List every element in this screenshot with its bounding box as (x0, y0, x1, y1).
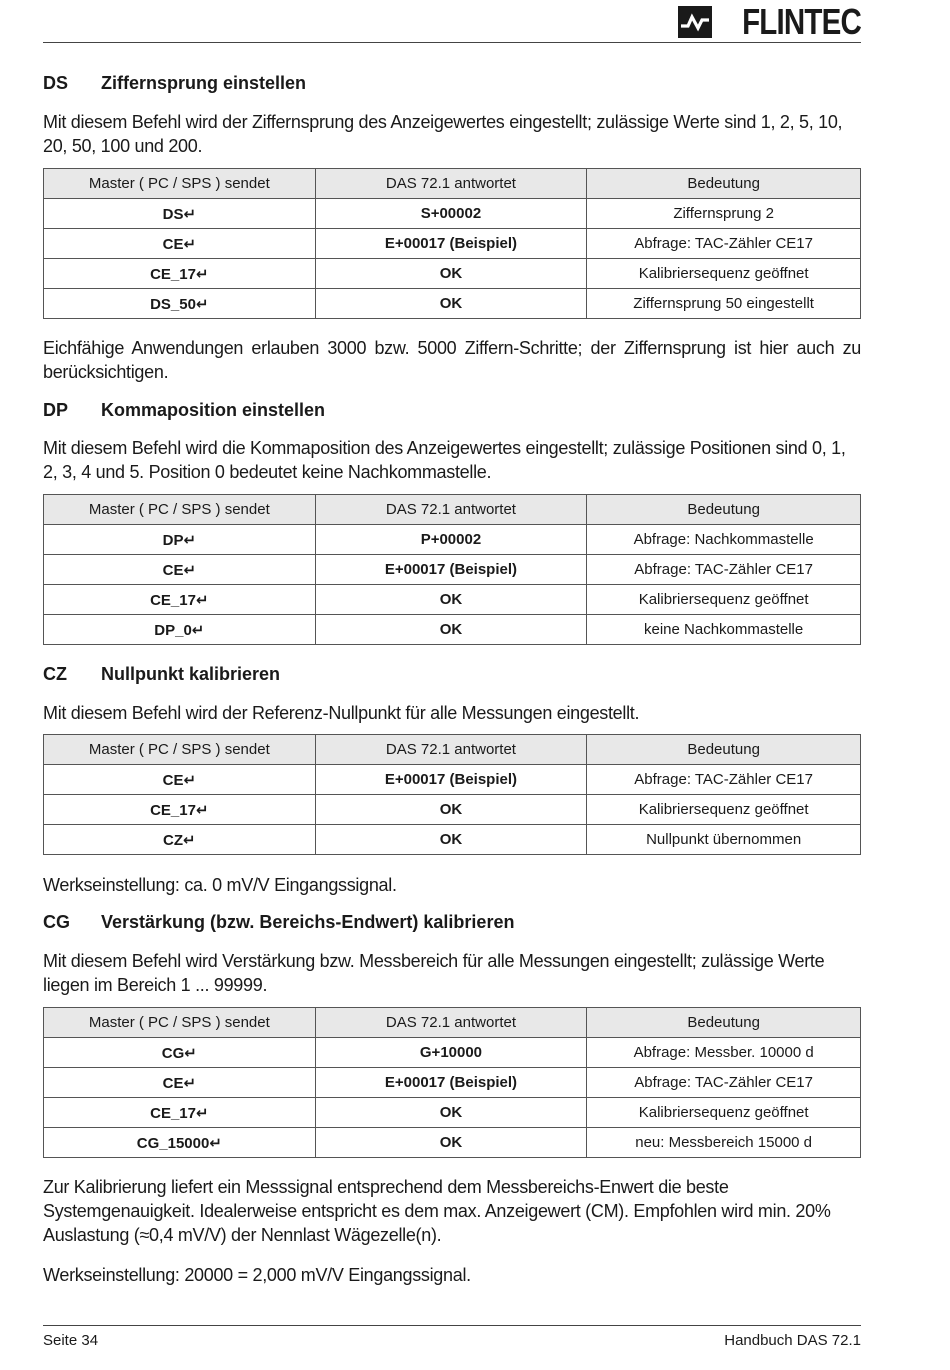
meaning-cell: Abfrage: TAC-Zähler CE17 (587, 555, 861, 585)
table-row (44, 1128, 861, 1158)
page-footer (43, 1325, 861, 1356)
section-heading: Kommaposition einstellen (101, 400, 326, 420)
meaning-cell: Abfrage: TAC-Zähler CE17 (587, 229, 861, 259)
meaning-cell: Abfrage: TAC-Zähler CE17 (587, 1068, 861, 1098)
table-row (44, 1038, 861, 1068)
command-cell: CE_17↵ (44, 795, 316, 825)
command-table-cz (43, 734, 861, 855)
meaning-cell: Ziffernsprung 50 eingestellt (587, 289, 861, 319)
table-row (44, 765, 861, 795)
section-title-cg (43, 911, 514, 933)
meaning-cell: Ziffernsprung 2 (587, 199, 861, 229)
command-code: DS (43, 73, 69, 93)
command-cell: DP↵ (44, 525, 316, 555)
command-cell: DS_50↵ (44, 289, 316, 319)
column-header: Master ( PC / SPS ) sendet (44, 1008, 316, 1038)
command-table-ds (43, 168, 861, 319)
meaning-cell: Kalibriersequenz geöffnet (587, 259, 861, 289)
page-number: Seite 34 (43, 1332, 99, 1349)
meaning-cell: Kalibriersequenz geöffnet (587, 1098, 861, 1128)
column-header: DAS 72.1 antwortet (315, 169, 587, 199)
meaning-cell: Kalibriersequenz geöffnet (587, 585, 861, 615)
response-cell: OK (315, 1098, 587, 1128)
command-cell: CE↵ (44, 1068, 316, 1098)
table-row (44, 229, 861, 259)
command-cell: CZ↵ (44, 825, 316, 855)
table-row (44, 1098, 861, 1128)
column-header: DAS 72.1 antwortet (315, 1008, 587, 1038)
command-cell: CE↵ (44, 229, 316, 259)
column-header: Master ( PC / SPS ) sendet (44, 495, 316, 525)
table-header-row (44, 169, 861, 199)
command-table-dp (43, 494, 861, 645)
column-header: DAS 72.1 antwortet (315, 735, 587, 765)
table-row (44, 525, 861, 555)
section-title-ds (43, 72, 306, 94)
column-header: Bedeutung (587, 1008, 861, 1038)
command-cell: CG_15000↵ (44, 1128, 316, 1158)
response-cell: E+00017 (Beispiel) (315, 229, 587, 259)
response-cell: OK (315, 585, 587, 615)
section-note: Werkseinstellung: ca. 0 mV/V Eingangssignal. (43, 875, 397, 895)
column-header: Bedeutung (587, 735, 861, 765)
response-cell: OK (315, 1128, 587, 1158)
table-row (44, 555, 861, 585)
command-table-cg (43, 1007, 861, 1158)
meaning-cell: Abfrage: Messber. 10000 d (587, 1038, 861, 1068)
section-note: Eichfähige Anwendungen erlauben 3000 bzw. 5000 Ziffern-Schritte; der Ziffernsprung ist hier auch zu berücksichtigen. (43, 338, 861, 382)
command-cell: CE_17↵ (44, 585, 316, 615)
section-intro: Mit diesem Befehl wird Verstärkung bzw. Messbereich für alle Messungen eingestellt; zulässige Werte liegen im Bereich 1 ... 99999. (43, 951, 825, 995)
table-row (44, 199, 861, 229)
response-cell: G+10000 (315, 1038, 587, 1068)
meaning-cell: Abfrage: TAC-Zähler CE17 (587, 765, 861, 795)
meaning-cell: keine Nachkommastelle (587, 615, 861, 645)
meaning-cell: Kalibriersequenz geöffnet (587, 795, 861, 825)
section-note-factory: Werkseinstellung: 20000 = 2,000 mV/V Eingangssignal. (43, 1265, 471, 1285)
command-code: CZ (43, 664, 67, 684)
response-cell: OK (315, 289, 587, 319)
table-header-row (44, 495, 861, 525)
response-cell: E+00017 (Beispiel) (315, 1068, 587, 1098)
meaning-cell: Abfrage: Nachkommastelle (587, 525, 861, 555)
section-intro: Mit diesem Befehl wird der Referenz-Nullpunkt für alle Messungen eingestellt. (43, 703, 640, 723)
response-cell: E+00017 (Beispiel) (315, 765, 587, 795)
section-heading: Ziffernsprung einstellen (101, 73, 307, 93)
column-header: Bedeutung (587, 169, 861, 199)
table-row (44, 795, 861, 825)
meaning-cell: neu: Messbereich 15000 d (587, 1128, 861, 1158)
command-cell: DS↵ (44, 199, 316, 229)
command-cell: CE↵ (44, 765, 316, 795)
command-code: CG (43, 912, 70, 932)
command-cell: CE_17↵ (44, 1098, 316, 1128)
response-cell: S+00002 (315, 199, 587, 229)
response-cell: OK (315, 795, 587, 825)
table-row (44, 259, 861, 289)
command-code: DP (43, 400, 69, 420)
meaning-cell: Nullpunkt übernommen (587, 825, 861, 855)
command-cell: CE_17↵ (44, 259, 316, 289)
response-cell: E+00017 (Beispiel) (315, 555, 587, 585)
section-title-dp (43, 399, 325, 421)
section-heading: Nullpunkt kalibrieren (101, 664, 281, 684)
column-header: Bedeutung (587, 495, 861, 525)
response-cell: P+00002 (315, 525, 587, 555)
wave-logo-icon (678, 6, 712, 38)
column-header: Master ( PC / SPS ) sendet (44, 735, 316, 765)
section-note: Zur Kalibrierung liefert ein Messsignal entsprechend dem Messbereichs-Enwert die beste Systemgenauigkeit. Idealerweise entspricht es dem max. Anzeigewert (CM). Empfohlen wird min. 20% Auslastung (≈0,4 mV/V) der Nennlast Wägezelle(n). (43, 1177, 831, 1245)
table-row (44, 615, 861, 645)
page-header (43, 0, 861, 43)
column-header: Master ( PC / SPS ) sendet (44, 169, 316, 199)
document-page (43, 0, 861, 1370)
table-row (44, 1068, 861, 1098)
command-cell: CG↵ (44, 1038, 316, 1068)
table-header-row (44, 735, 861, 765)
table-row (44, 585, 861, 615)
response-cell: OK (315, 615, 587, 645)
section-heading: Verstärkung (bzw. Bereichs-Endwert) kalibrieren (101, 912, 515, 932)
column-header: DAS 72.1 antwortet (315, 495, 587, 525)
section-intro: Mit diesem Befehl wird die Kommaposition des Anzeigewertes eingestellt; zulässige Positionen sind 0, 1, 2, 3, 4 und 5. Position 0 bedeutet keine Nachkommastelle. (43, 438, 846, 482)
flintec-logo (678, 1, 861, 42)
response-cell: OK (315, 825, 587, 855)
table-header-row (44, 1008, 861, 1038)
section-intro: Mit diesem Befehl wird der Ziffernsprung des Anzeigewertes eingestellt; zulässige Werte sind 1, 2, 5, 10, 20, 50, 100 und 200. (43, 112, 843, 156)
section-title-cz (43, 663, 280, 685)
manual-title: Handbuch DAS 72.1 (724, 1332, 861, 1349)
table-row (44, 289, 861, 319)
response-cell: OK (315, 259, 587, 289)
table-row (44, 825, 861, 855)
command-cell: DP_0↵ (44, 615, 316, 645)
command-cell: CE↵ (44, 555, 316, 585)
logo-text: FLINTEC (742, 1, 861, 42)
